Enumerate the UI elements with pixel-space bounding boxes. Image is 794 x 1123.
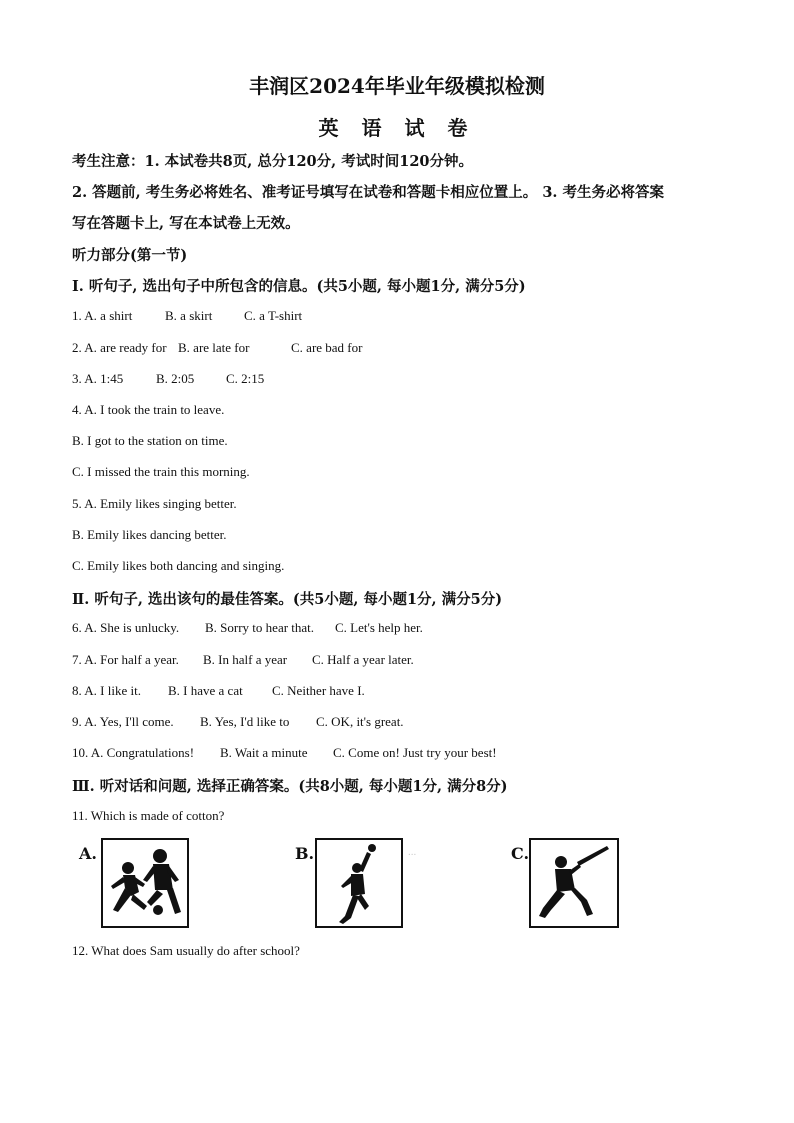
option-1b: B. a skirt xyxy=(165,308,213,323)
option-10b: B. Wait a minute xyxy=(220,745,308,760)
question-9 xyxy=(72,714,404,730)
option-9c: C. OK, it's great. xyxy=(316,714,404,729)
option-6a: 6. A. She is unlucky. xyxy=(72,620,180,635)
listening-part-label: 听力部分(第一节) xyxy=(72,247,188,264)
question-8 xyxy=(72,683,365,699)
basketball-player-image xyxy=(315,838,403,928)
option-6b: B. Sorry to hear that. xyxy=(205,620,315,635)
image-label-c: C. xyxy=(511,844,530,863)
option-4c: C. I missed the train this morning. xyxy=(72,464,250,479)
option-2b: B. are late for xyxy=(178,340,250,355)
option-4b: B. I got to the station on time. xyxy=(72,433,228,448)
soccer-players-image xyxy=(101,838,189,928)
question-2 xyxy=(72,340,362,356)
option-5c: C. Emily likes both dancing and singing. xyxy=(72,558,285,573)
baseball-player-image xyxy=(529,838,619,928)
question-12: 12. What does Sam usually do after school? xyxy=(72,943,300,958)
option-8b: B. I have a cat xyxy=(168,683,243,698)
image-label-b: B. xyxy=(295,844,315,863)
option-3c: C. 2:15 xyxy=(226,371,265,386)
notice-line-3: 写在答题卡上, 写在本试卷上无效。 xyxy=(72,215,300,232)
option-8c: C. Neither have I. xyxy=(272,683,365,698)
option-2c: C. are bad for xyxy=(291,340,363,355)
question-11: 11. Which is made of cotton? xyxy=(72,808,225,823)
option-1c: C. a T-shirt xyxy=(244,308,303,323)
notice-line-1: 考生注意：1. 本试卷共8页, 总分120分, 考试时间120分钟。 xyxy=(72,153,473,170)
exam-subtitle: 英 语 试 卷 xyxy=(318,116,476,140)
option-9b: B. Yes, I'd like to xyxy=(200,714,290,729)
bleed-through-text: ... xyxy=(408,846,417,858)
exam-title: 丰润区2024年毕业年级模拟检测 xyxy=(249,74,545,98)
option-5b: B. Emily likes dancing better. xyxy=(72,527,227,542)
soccer-silhouette-icon xyxy=(103,840,187,926)
option-3a: 3. A. 1:45 xyxy=(72,371,124,386)
question-6 xyxy=(72,620,423,636)
option-4a: 4. A. I took the train to leave. xyxy=(72,402,225,417)
option-5a: 5. A. Emily likes singing better. xyxy=(72,496,237,511)
section-1-heading: I. 听句子, 选出句子中所包含的信息。(共5小题, 每小题1分, 满分5分) xyxy=(72,278,526,295)
section-2-heading: Ⅱ. 听句子, 选出该句的最佳答案。(共5小题, 每小题1分, 满分5分) xyxy=(72,591,503,608)
option-10c: C. Come on! Just try your best! xyxy=(333,745,497,760)
baseball-silhouette-icon xyxy=(531,840,617,926)
option-6c: C. Let's help her. xyxy=(335,620,423,635)
option-7a: 7. A. For half a year. xyxy=(72,652,179,667)
option-1a: 1. A. a shirt xyxy=(72,308,133,323)
question-3 xyxy=(72,371,264,387)
section-3-heading: Ⅲ. 听对话和问题, 选择正确答案。(共8小题, 每小题1分, 满分8分) xyxy=(72,778,508,795)
option-2a: 2. A. are ready for xyxy=(72,340,167,355)
question-10 xyxy=(72,745,497,761)
option-3b: B. 2:05 xyxy=(156,371,195,386)
basketball-silhouette-icon xyxy=(317,840,401,926)
option-7b: B. In half a year xyxy=(203,652,288,667)
image-label-a: A. xyxy=(79,844,97,863)
question-7 xyxy=(72,652,414,668)
option-9a: 9. A. Yes, I'll come. xyxy=(72,714,174,729)
option-8a: 8. A. I like it. xyxy=(72,683,141,698)
option-7c: C. Half a year later. xyxy=(312,652,414,667)
notice-line-2: 2. 答题前, 考生务必将姓名、准考证号填写在试卷和答题卡相应位置上。 3. 考生务必将答案 xyxy=(72,184,665,201)
option-10a: 10. A. Congratulations! xyxy=(72,745,195,760)
question-1 xyxy=(72,308,302,324)
